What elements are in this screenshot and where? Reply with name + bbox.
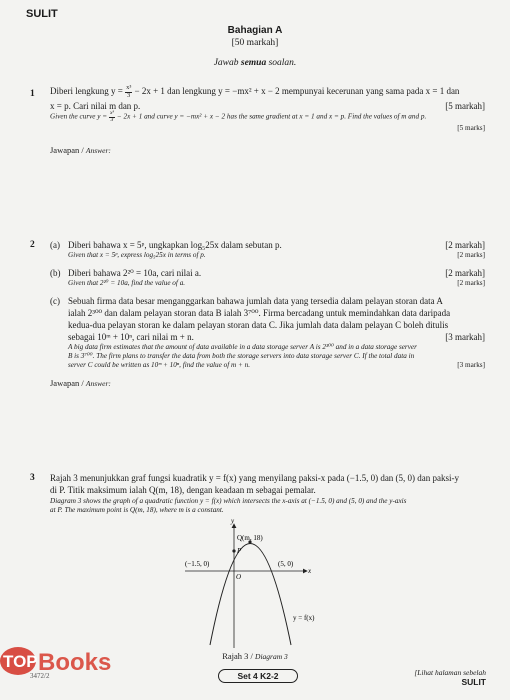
question-1-malay-line-1: Diberi lengkung y = $\frac{\text{x³}}{3}$ − 2x + 1 dan lengkung y = −mx² + x − 2 mempunyai kecerunan yang sama pada x = 1 dan xyxy=(50,84,460,99)
diagram-3-caption: Rajah 3 / Diagram 3 xyxy=(222,651,288,661)
question-1-english: Given the curve y = $\frac{\text{x³}}{3}$ − 2x + 1 and curve y = −mx² + x − 2 has the same gradient at x = 1 and x = p. Find the values of m and p. xyxy=(50,110,427,123)
question-2c-malay-line-4: sebagai 10ᵐ + 10ⁿ, cari nilai m + n. xyxy=(68,332,194,342)
topbooks-logo xyxy=(0,644,190,680)
question-1-marks-malay: [5 markah] xyxy=(445,101,485,111)
sulit-header: SULIT xyxy=(26,8,58,20)
quadratic-curve xyxy=(210,544,291,646)
question-2c-malay-line-3: kedua-dua pelayan storan ke dalam pelayan storan data C. Jika jumlah data dalam pelayan C boleh ditulis xyxy=(68,320,449,330)
question-2b-english: Given that 2²⁰ = 10a, find the value of a. xyxy=(68,279,186,287)
point-p-label: P xyxy=(237,547,242,555)
curve-label: y = f(x) xyxy=(293,614,315,622)
question-2b-marks-malay: [2 markah] xyxy=(445,268,485,278)
question-2c-label: (c) xyxy=(50,296,60,306)
question-1-marks-english: [5 marks] xyxy=(457,124,485,132)
question-2c-marks-malay: [3 markah] xyxy=(445,332,485,342)
question-2c-english-line-2: B is 3⁷⁰⁰. The firm plans to transfer the data from both the storage servers into data storage server C. If the total data in xyxy=(68,352,415,360)
question-2a-marks-malay: [2 markah] xyxy=(445,240,485,250)
origin-label: O xyxy=(236,573,242,581)
fraction-x-cubed-over-3: $\frac{\text{x³}}{3}$ xyxy=(126,84,132,99)
question-2a-malay: Diberi bahawa x = 5ᵖ, ungkapkan log₅25x dalam sebutan p. xyxy=(68,240,282,250)
question-2b-marks-english: [2 marks] xyxy=(457,279,485,287)
question-2a-label: (a) xyxy=(50,240,60,250)
question-1-answer-label: Jawapan / Answer: xyxy=(50,145,111,155)
diagram-3-graph xyxy=(180,515,330,650)
question-2c-marks-english: [3 marks] xyxy=(457,361,485,369)
logo-books-text: Books xyxy=(38,649,112,676)
x-axis-label: x xyxy=(308,567,312,575)
question-2c-malay-line-1: Sebuah firma data besar menganggarkan bahawa jumlah data yang tersedia dalam pelayan storan data A xyxy=(68,296,443,306)
question-3-malay-line-2: di P. Titik maksimum ialah Q(m, 18), dengan keadaan m sebagai pemalar. xyxy=(50,485,316,495)
question-2a-english: Given that x = 5ᵖ, express log₅25x in terms of p. xyxy=(68,251,206,259)
section-title: Bahagian A xyxy=(227,25,283,36)
right-root-label: (5, 0) xyxy=(278,560,294,568)
question-3-english-line-1: Diagram 3 shows the graph of a quadratic function y = f(x) which intersects the x-axis at (−1.5, 0) and (5, 0) and the y-axis xyxy=(50,497,407,505)
footer-next-page: [Lihat halaman sebelah SULIT xyxy=(414,668,486,688)
point-p xyxy=(232,549,235,552)
question-2b-label: (b) xyxy=(50,268,61,278)
question-3-malay-line-1: Rajah 3 menunjukkan graf fungsi kuadratik y = f(x) yang menyilang paksi-x pada (−1.5, 0) dan (5, 0) dan paksi-y xyxy=(50,473,460,483)
y-axis-label: y xyxy=(231,517,235,525)
question-2a-marks-english: [2 marks] xyxy=(457,251,485,259)
section-marks: [50 markah] xyxy=(231,38,279,48)
paper-code: 3472/2 xyxy=(30,672,50,680)
question-2-number: 2 xyxy=(30,240,35,250)
question-1-number: 1 xyxy=(30,89,35,99)
point-q-label: Q(m, 18) xyxy=(237,534,263,542)
set-code-badge: Set 4 K2-2 xyxy=(218,669,298,683)
question-2c-malay-line-2: ialah 2³⁰⁰ dan dalam pelayan storan data B ialah 3⁷⁰⁰. Firma bercadang untuk memindahkan data daripada xyxy=(68,308,451,318)
svg-text:TOP: TOP xyxy=(3,652,38,671)
question-2b-malay: Diberi bahawa 2²⁰ = 10a, cari nilai a. xyxy=(68,268,202,278)
question-2c-english-line-3: server C could be written as 10ᵐ + 10ⁿ, find the value of m + n. xyxy=(68,361,251,369)
section-instruction: Jawab semua soalan. xyxy=(213,58,297,68)
question-1-malay-line-2: x = p. Cari nilai m dan p. xyxy=(50,101,141,111)
left-root-label: (−1.5, 0) xyxy=(185,560,210,568)
question-2-answer-label: Jawapan / Answer: xyxy=(50,378,111,388)
question-3-number: 3 xyxy=(30,473,35,483)
question-2c-english-line-1: A big data firm estimates that the amount of data available in a data storage server A is 2³⁰⁰ and in a data storage server xyxy=(68,343,417,351)
question-3-english-line-2: at P. The maximum point is Q(m, 18), where m is a constant. xyxy=(50,506,224,514)
